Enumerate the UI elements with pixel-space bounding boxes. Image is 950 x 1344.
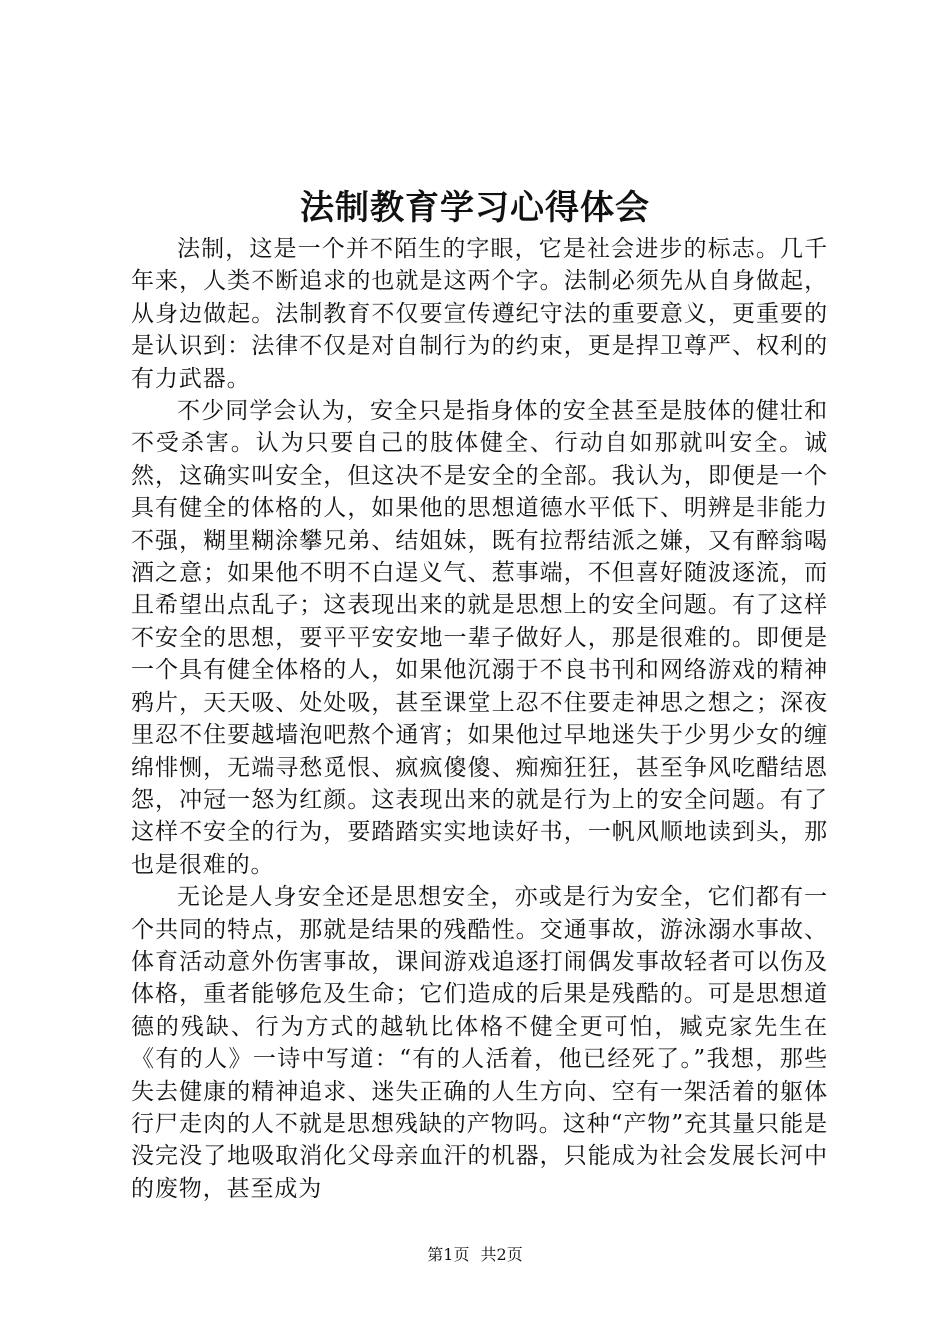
page-number-total: 共2页 bbox=[480, 1245, 523, 1264]
paragraph-2: 不少同学会认为，安全只是指身体的安全甚至是肢体的健壮和不受杀害。认为只要自己的肢体健全、行动自如那就叫安全。诚然，这确实叫安全，但这决不是安全的全部。我认为，即便是一个具有健全的体格的人，如果他的思想道德水平低下、明辨是非能力不强，糊里糊涂攀兄弟、结姐妹，既有拉帮结派之嫌，又有醉翁喝酒之意；如果他不明不白逞义气、惹事端，不但喜好随波逐流，而且希望出点乱子；这表现出来的就是思想上的安全问题。有了这样不安全的思想，要平平安安地一辈子做好人，那是很难的。即便是一个具有健全体格的人，如果他沉溺于不良书刊和网络游戏的精神鸦片，天天吸、处处吸，甚至课堂上忍不住要走神思之想之；深夜里忍不住要越墙泡吧熬个通宵；如果他过早地迷失于少男少女的缠绵悱恻，无端寻愁觅恨、疯疯傻傻、痴痴狂狂，甚至争风吃醋结恩怨，冲冠一怒为红颜。这表现出来的就是行为上的安全问题。有了这样不安全的行为，要踏踏实实地读好书，一帆风顺地读到头，那也是很难的。 bbox=[131, 398, 828, 878]
paragraph-1: 法制，这是一个并不陌生的字眼，它是社会进步的标志。几千年来，人类不断追求的也就是这两个字。法制必须先从自身做起，从身边做起。法制教育不仅要宣传遵纪守法的重要意义，更重要的是认识到：法律不仅是对自制行为的约束，更是捍卫尊严、权利的有力武器。 bbox=[131, 236, 828, 392]
page-footer bbox=[0, 1244, 950, 1266]
page-number-current: 第1页 bbox=[427, 1245, 470, 1264]
document-body bbox=[131, 233, 828, 1205]
document-title: 法制教育学习心得体会 bbox=[300, 188, 650, 228]
paragraph-3: 无论是人身安全还是思想安全，亦或是行为安全，它们都有一个共同的特点，那就是结果的残酷性。交通事故，游泳溺水事故、体育活动意外伤害事故，课间游戏追逐打闹偶发事故轻者可以伤及体格，重者能够危及生命；它们造成的后果是残酷的。可是思想道德的残缺、行为方式的越轨比体格不健全更可怕，臧克家先生在《有的人》一诗中写道：“有的人活着，他已经死了。”我想，那些失去健康的精神追求、迷失正确的人生方向、空有一架活着的躯体行尸走肉的人不就是思想残缺的产物吗。这种“产物”充其量只能是没完没了地吸取消化父母亲血汗的机器，只能成为社会发展长河中的废物，甚至成为 bbox=[131, 884, 828, 1202]
